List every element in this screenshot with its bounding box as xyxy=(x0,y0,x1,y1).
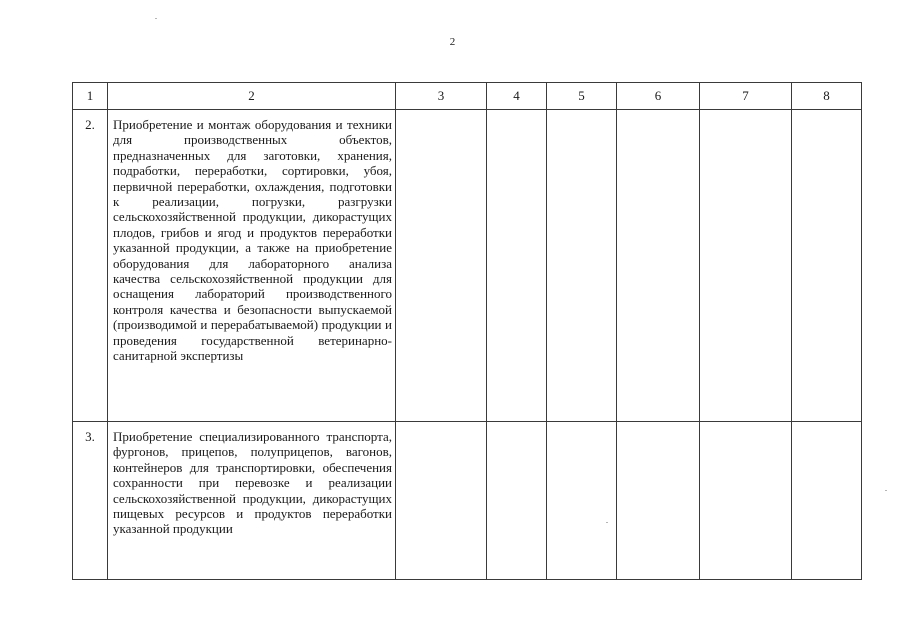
empty-cell xyxy=(396,422,487,580)
column-header: 2 xyxy=(108,83,396,110)
column-header: 6 xyxy=(617,83,700,110)
column-header: 5 xyxy=(547,83,617,110)
scan-speck xyxy=(885,490,887,491)
column-header: 1 xyxy=(73,83,108,110)
empty-cell xyxy=(487,110,547,422)
empty-cell xyxy=(792,422,862,580)
empty-cell xyxy=(792,110,862,422)
empty-cell xyxy=(547,110,617,422)
row-number: 2. xyxy=(73,110,108,422)
scan-speck xyxy=(155,18,157,19)
column-header: 4 xyxy=(487,83,547,110)
empty-cell xyxy=(700,110,792,422)
empty-cell xyxy=(396,110,487,422)
row-description: Приобретение специализированного транспорта, фургонов, прицепов, полуприцепов, вагонов, контейнеров для транспортировки, обеспечения сохранности при перевозке и реализации сельскохозяйственной продукции, дикорастущих пищевых ресурсов и продуктов переработки указанной продукции xyxy=(108,422,396,580)
column-header: 3 xyxy=(396,83,487,110)
empty-cell xyxy=(547,422,617,580)
column-header: 7 xyxy=(700,83,792,110)
table-row xyxy=(73,422,862,580)
table-row xyxy=(73,110,862,422)
column-header: 8 xyxy=(792,83,862,110)
page-number: 2 xyxy=(449,36,456,48)
empty-cell xyxy=(487,422,547,580)
scan-speck xyxy=(606,522,608,523)
empty-cell xyxy=(617,110,700,422)
table-header-row xyxy=(73,83,862,110)
row-description: Приобретение и монтаж оборудования и техники для производственных объектов, предназначенных для заготовки, хранения, подработки, переработки, сортировки, убоя, первичной переработки, охлаждения, подготовки к реализации, погрузки, разгрузки сельскохозяйственной продукции, дикорастущих плодов, грибов и ягод и продуктов переработки указанной продукции, а также на приобретение оборудования для лабораторного анализа качества сельскохозяйственной продукции для оснащения лабораторий производственного контроля качества и безопасности выпускаемой (производимой и перерабатываемой) продукции и проведения государственной ветеринарно-санитарной экспертизы xyxy=(108,110,396,422)
empty-cell xyxy=(617,422,700,580)
empty-cell xyxy=(700,422,792,580)
data-table xyxy=(72,82,862,580)
row-number: 3. xyxy=(73,422,108,580)
